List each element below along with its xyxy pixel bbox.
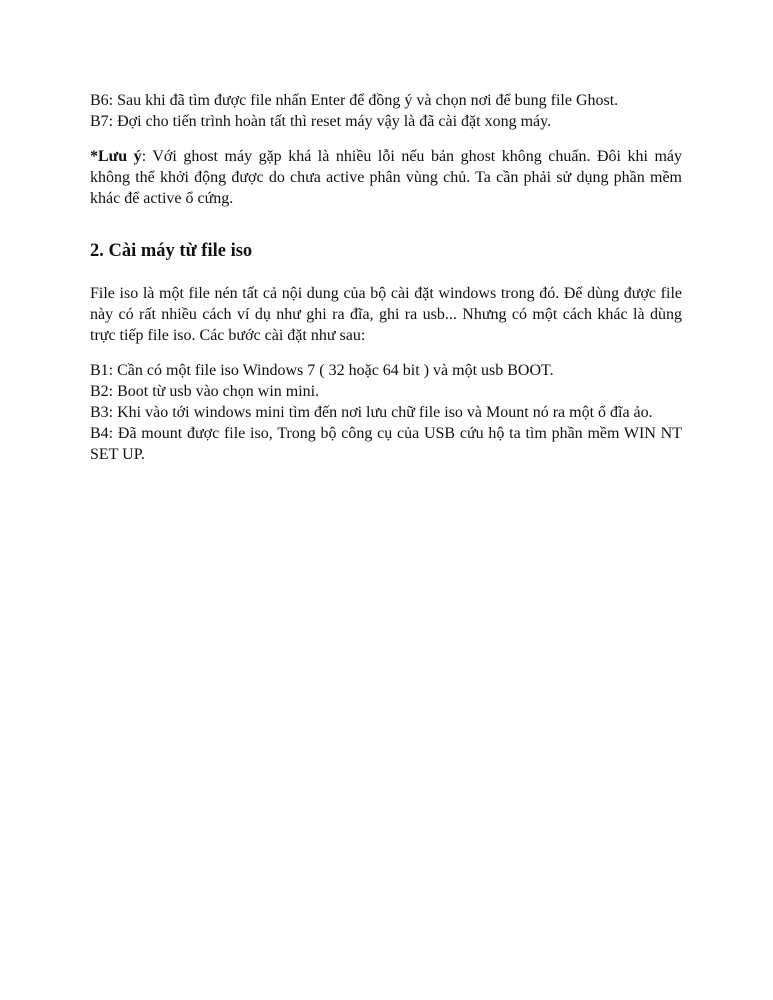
step-b7: B7: Đợi cho tiến trình hoàn tất thì reset máy vậy là đã cài đặt xong máy.: [90, 113, 552, 130]
spacer: [90, 132, 682, 146]
spacer: [90, 209, 682, 239]
document-page: [90, 90, 682, 465]
note-label: *Lưu ý: [90, 148, 142, 165]
step-b4: B4: Đã mount được file iso, Trong bộ công cụ của USB cứu hộ ta tìm phần mềm WIN NT SET UP.: [90, 425, 682, 463]
step-b1: B1: Cần có một file iso Windows 7 ( 32 hoặc 64 bit ) và một usb BOOT.: [90, 362, 554, 379]
step-b3: B3: Khi vào tới windows mini tìm đến nơi lưu chữ file iso và Mount nó ra một ổ đĩa ảo.: [90, 404, 653, 421]
spacer: [90, 263, 682, 283]
note-text: : Với ghost máy gặp khá là nhiều lỗi nếu bản ghost không chuẩn. Đôi khi máy không thể khởi động được do chưa active phân vùng chủ. Ta cần phải sử dụng phần mềm khác để active ổ cứng.: [90, 148, 683, 207]
section-heading: 2. Cài máy từ file iso: [90, 241, 253, 261]
intro-paragraph: File iso là một file nén tất cả nội dung của bộ cài đặt windows trong đó. Để dùng được file này có rất nhiều cách ví dụ như ghi ra đĩa, ghi ra usb... Nhưng có một cách khác là dùng trực tiếp file iso. Các bước cài đặt như sau:: [90, 285, 682, 344]
step-b2: B2: Boot từ usb vào chọn win mini.: [90, 383, 320, 400]
step-b6: B6: Sau khi đã tìm được file nhấn Enter để đồng ý và chọn nơi để bung file Ghost.: [90, 92, 619, 109]
note-paragraph: [90, 146, 682, 209]
spacer: [90, 346, 682, 360]
